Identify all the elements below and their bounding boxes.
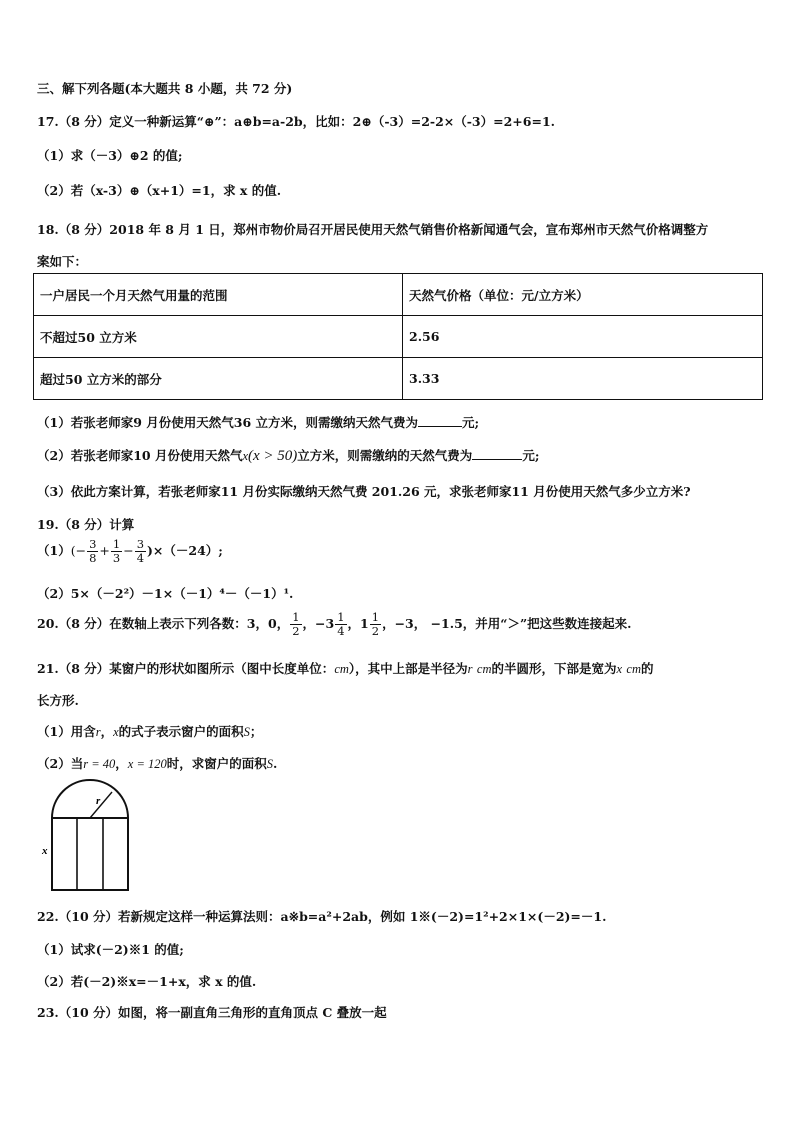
q18-part3: （3）依此方案计算，若张老师家11 月份实际缴纳天然气费 201.26 元，求张老师家11 月份使用天然气多少立方米? [37,484,691,499]
q19-paren-open: (− [70,543,87,558]
table-cell: 不超过50 立方米 [34,316,403,358]
rectangle-body [52,818,128,890]
q19-stem: 19.（8 分）计算 [37,517,135,532]
fraction-denominator: 4 [337,624,345,638]
q23-stem: 23.（10 分）如图，将一副直角三角形的直角顶点 C 叠放一起 [37,1005,387,1020]
gas-price-table [33,273,763,400]
fraction-denominator: 2 [292,624,300,638]
q21-part2-text2: 时，求窗户的面积 [166,756,267,771]
fraction-numerator: 3 [89,537,97,551]
r-value: r = 40 [83,757,116,771]
q19-part1-label: （1） [37,543,71,558]
q18-part2-text: （2）若张老师家10 月份使用天然气 [37,448,243,463]
semicolon: ； [249,724,263,739]
fraction-denominator: 3 [112,551,121,565]
q18-part2-unit: 元; [522,448,540,463]
comma: ， [100,724,114,739]
var-x: x [113,725,119,739]
q20-text-d: ，−3， −1.5，并用“＞”把这些数连接起来. [382,616,632,631]
fraction-denominator: 4 [136,551,145,565]
unit-cm: cm [626,662,641,676]
q18-part1-text: （1）若张老师家9 月份使用天然气36 立方米，则需缴纳天然气费为 [37,415,418,430]
fraction-numerator: 1 [337,610,345,624]
q20-text-b: ，−3 [302,616,335,631]
q18-stem-line2: 案如下： [37,254,88,269]
fraction [87,538,98,565]
q18-part2-text2: 立方米，则需缴纳的天然气费为 [297,448,473,463]
q21-stem-line1 [37,659,654,677]
table-cell: 超过50 立方米的部分 [34,358,403,400]
window-figure [36,778,136,896]
var-s: S [243,725,250,739]
var-r: r [95,725,101,739]
q21-stem-line2: 长方形. [37,693,79,708]
fraction-denominator: 8 [89,551,97,565]
fraction-numerator: 1 [292,610,300,624]
q19-part1 [37,538,223,565]
unit-cm: cm [334,662,349,676]
table-header-cell: 一户居民一个月天然气用量的范围 [34,274,403,316]
section-heading: 三、解下列各题(本大题共 8 小题，共 72 分) [37,81,293,96]
table-header-row [34,274,763,316]
answer-blank [472,447,522,460]
q19-part2: （2）5×（－2²）－1×（－1）⁴－（－1）¹. [37,586,294,601]
fraction [370,611,381,638]
table-cell: 2.56 [403,316,763,358]
radius-label: r [96,795,101,807]
q22-part1: （1）试求(－2)※1 的值; [37,942,184,957]
q17-part1: （1）求（－3）⊕2 的值; [37,148,183,163]
q21-text-b: ），其中上部是半径为 [348,661,468,676]
table-header-cell: 天然气价格（单位：元/立方米） [403,274,763,316]
var-s: S [266,757,274,771]
fraction-numerator: 1 [371,610,380,624]
fraction-numerator: 1 [112,537,121,551]
q20-text-c: ，1 [347,616,369,631]
q21-part1-text2: 的式子表示窗户的面积 [118,724,244,739]
table-cell: 3.33 [403,358,763,400]
table-row [34,358,763,400]
var-r: r [467,662,473,676]
period: . [273,756,278,771]
q19-part1-tail: )×（－24）; [147,543,223,558]
q21-text-a: 21.（8 分）某窗户的形状如图所示（图中长度单位： [37,661,335,676]
q18-part2 [37,446,539,465]
fraction [335,611,346,638]
table-row [34,316,763,358]
comma: ， [115,756,128,771]
plus-sign: + [99,543,110,558]
minus-sign: − [123,543,134,558]
q21-text-c: 的半圆形，下部是宽为 [491,661,617,676]
fraction [135,538,146,565]
semicircle-top [52,780,128,818]
fraction-numerator: 3 [136,537,145,551]
q22-stem: 22.（10 分）若新规定这样一种运算法则：a※b=a²+2ab，例如 1※(－2)=1²+2×1×(－2)=－1. [37,909,607,924]
fraction [111,538,122,565]
q22-part2: （2）若(－2)※x=－1+x，求 x 的值. [37,974,257,989]
q20-text-a: 20.（8 分）在数轴上表示下列各数：3，0， [37,616,290,631]
var-x: x [242,449,249,463]
q18-stem-line1: 18.（8 分）2018 年 8 月 1 日，郑州市物价局召开居民使用天然气销售价格新闻通气会，宣布郑州市天然气价格调整方 [37,222,709,237]
width-label: x [42,845,48,857]
q21-part2-text: （2）当 [37,756,84,771]
unit-cm: cm [476,662,492,676]
q20-stem [37,611,632,638]
x-value: x = 120 [127,757,167,771]
q21-part1 [37,722,262,740]
q17-stem: 17.（8 分）定义一种新运算“⊕”：a⊕b=a-2b，比如：2⊕（-3）=2-2×（-3）=2+6=1. [37,114,556,129]
q18-part1-unit: 元; [462,415,480,430]
q18-part1 [37,413,479,431]
q21-text-d: 的 [640,661,654,676]
q21-part1-text: （1）用含 [37,724,96,739]
q21-part2 [37,754,277,772]
radius-line [90,792,112,818]
answer-blank [418,414,462,427]
q17-part2: （2）若（x-3）⊕（x+1）=1，求 x 的值. [37,183,282,198]
fraction-denominator: 2 [371,624,380,638]
var-x: x [616,662,623,676]
q18-part2-condition: (x > 50) [248,448,298,464]
fraction [290,611,301,638]
